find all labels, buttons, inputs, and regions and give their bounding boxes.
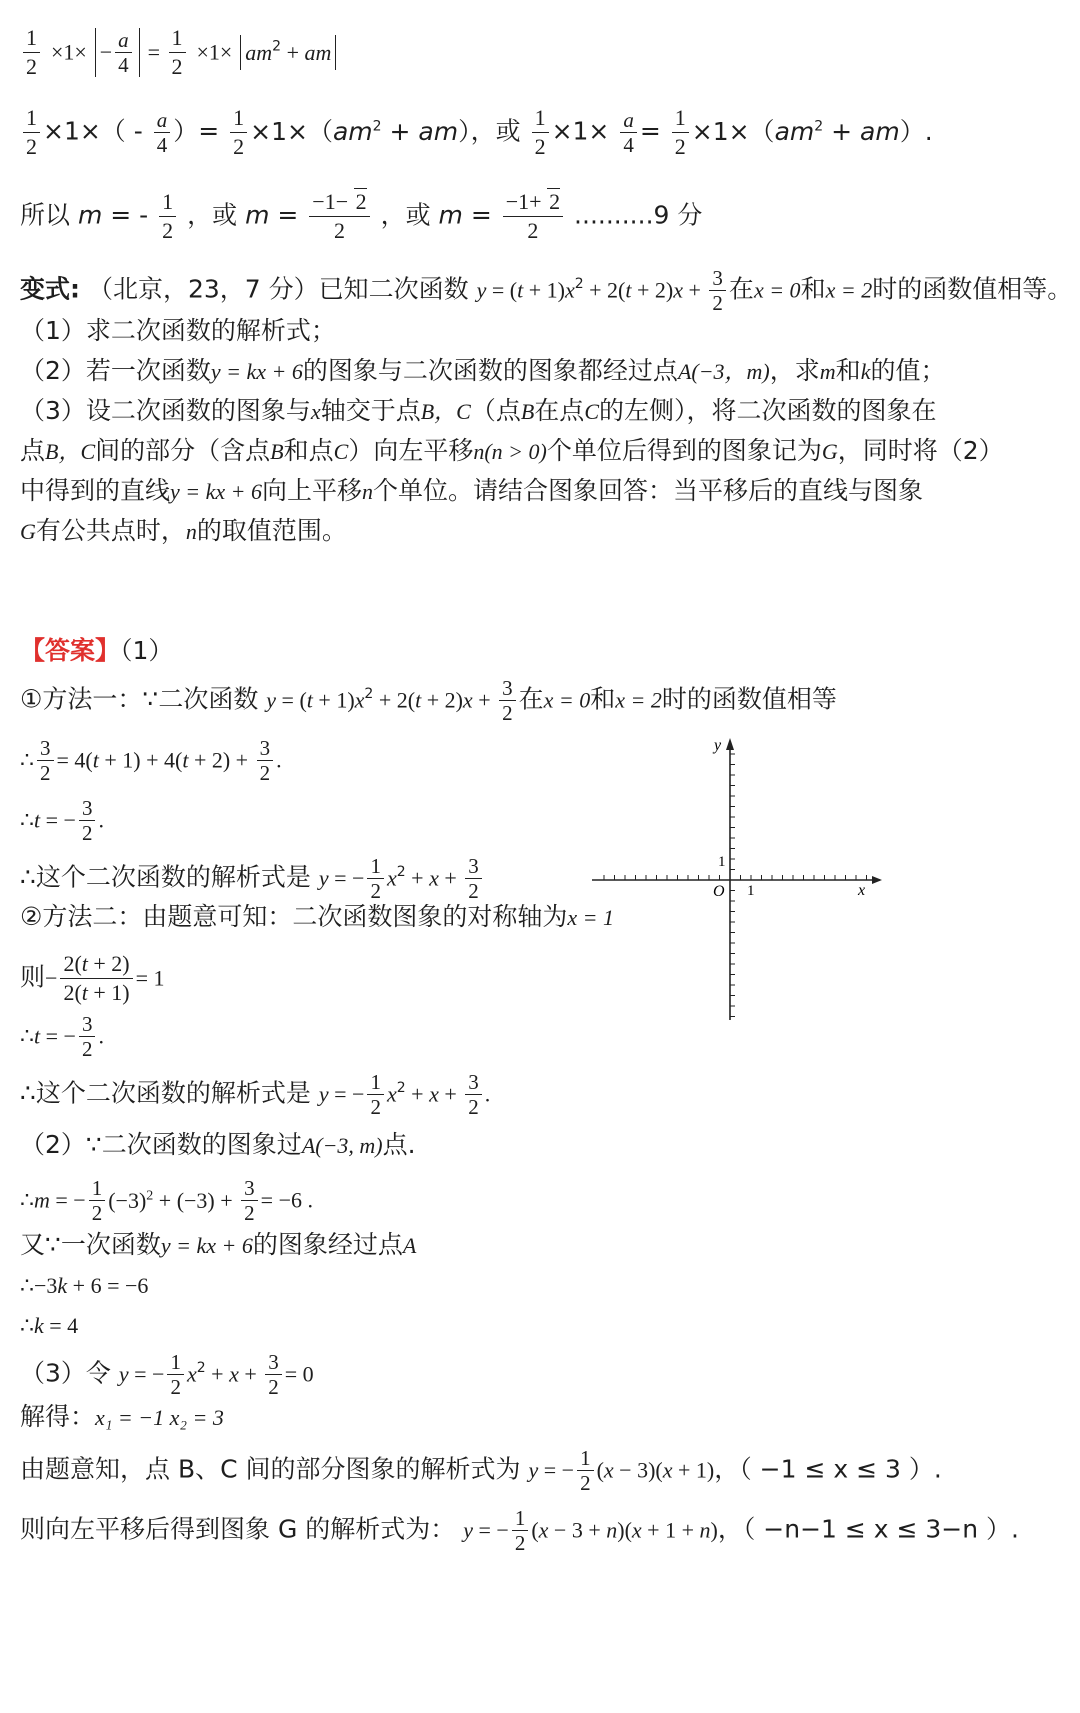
x-axis-arrow [872,876,882,884]
answer-tag: 【答案】 [20,636,121,665]
or-1: ，或 [187,200,238,230]
variant-q3-line1: （3）设二次函数的图象与x轴交于点B，C（点B在点C的左侧），将二次函数的图象在 [20,396,937,425]
variant-q3-line3: 中得到的直线y = kx + 6向上平移n个单位。请结合图象回答：当平移后的直线与图象 [20,476,924,505]
part3-bc: 由题意知，点 B、C 间的部分图象的解析式为 y = − $\frac{1}{2}$ (x − 3)(x + 1)，（ −1 ≤ x ≤ 3 ）. [20,1446,942,1495]
part2-k-eq: ∴−3k + 6 = −6 [20,1273,149,1298]
part2-line-func: 又∵一次函数y = kx + 6的图象经过点A [20,1230,417,1259]
part2-k: ∴k = 4 [20,1313,79,1338]
method2-equation: 则− $\frac{2(t + 2)}{2(t + 1)}$ = 1 [20,951,165,1005]
part3-solve: 解得：x₁ = −1 x₂ = 3 [20,1402,224,1431]
variant-label: 变式: [20,274,80,304]
method2-result: ∴这个二次函数的解析式是 y = − $\frac{1}{2}$ $x^2 + x$ + $\frac{3}{2}$ . [20,1070,491,1119]
x-unit-label: 1 [747,883,755,899]
y-axis-label: y [714,737,722,754]
variant-source: （北京，23，7 分） [87,274,319,304]
y-axis-arrow [726,738,734,750]
part2-line: （2）∵二次函数的图象过A(−3, m)点. [20,1130,416,1159]
conclusion-prefix: 所以 [20,200,71,230]
origin-label: O [713,883,725,900]
method1-line: ①方法一：∵二次函数 $y = (t + 1)x^2 + 2(t + 2)x$ + $\frac{3}{2}$ 在x = 0和x = 2时的函数值相等 [20,676,837,725]
method1-t: ∴t = − $\frac{3}{2}$ . [20,796,104,845]
part3-g: 则向左平移后得到图象 G 的解析式为： y = − $\frac{1}{2}$ (x − 3 + n)(x + 1 + n)，（ −n−1 ≤ x ≤ 3−n ）. [20,1506,1019,1555]
coordinate-graph [590,730,890,1030]
area-equation-line: $\frac{1}{2}$ ×1× − $\frac{a}{4}$ = $\frac{1}{2}$ $\times 1\times am^2$ + am [20,24,336,81]
y-unit-label: 1 [718,854,726,870]
variant-q2: （2）若一次函数y = kx + 6的图象与二次函数的图象都经过点A(−3，m)，求m和k的值； [20,356,946,385]
or-2: ，或 [380,200,431,230]
x-axis-label: x [858,882,866,899]
method1-equation: ∴ $\frac{3}{2}$ = 4(t + 1) + 4(t + 2) + $\frac{3}{2}$ . [20,736,282,785]
variant-q3-line2: 点B，C间的部分（含点B和点C）向左平移n(n > 0)个单位后得到的图象记为G，同时将（2） [20,436,1004,465]
variant-q1: （1）求二次函数的解析式； [20,316,336,345]
variant-q3-line4: G有公共点时，n的取值范围。 [20,516,347,545]
part3-line: （3）令 y = − $\frac{1}{2}$ $x^2 + x$ + $\frac{3}{2}$ = 0 [20,1350,314,1399]
part2-m: ∴m = − $\frac{1}{2}$ $(-3)^2 + (-3)$ + $\frac{3}{2}$ = −6 . [20,1176,313,1225]
variant-stem: 变式: （北京，23，7 分）已知二次函数 $y = (t + 1)x^2 + 2(t + 2)x$ + $\frac{3}{2}$ 在x = 0和x = 2时的函数值相等。 [20,266,1073,315]
area-cases-line: $\frac{1}{2}$ ×1×（ - $\frac{a}{4}$ ）= $\frac{1}{2}$ $\times 1\times(am^2 + am)$，或 $\frac{1}{2}$ ×1× $\frac{a}{4}$ = $\frac{1}{2}$ $\times 1\times(am^2 + am)$. [20,104,933,161]
answer-header: 【答案】（1） [20,636,174,665]
or-connector: ，或 [470,116,521,146]
method1-result: ∴这个二次函数的解析式是 y = − $\frac{1}{2}$ $x^2 + x$ + $\frac{3}{2}$ [20,854,485,903]
score-mark: ..........9 分 [574,200,703,230]
m-conclusion-line: 所以 m = - $\frac{1}{2}$ ，或 m = $\frac{-1- 2}{2}$ ，或 m = $\frac{-1+ 2}{2}$ ..........9 分 [20,189,703,243]
method2-t: ∴t = − $\frac{3}{2}$ . [20,1012,104,1061]
method2-line: ②方法二：由题意可知：二次函数图象的对称轴为x = 1 [20,902,615,931]
